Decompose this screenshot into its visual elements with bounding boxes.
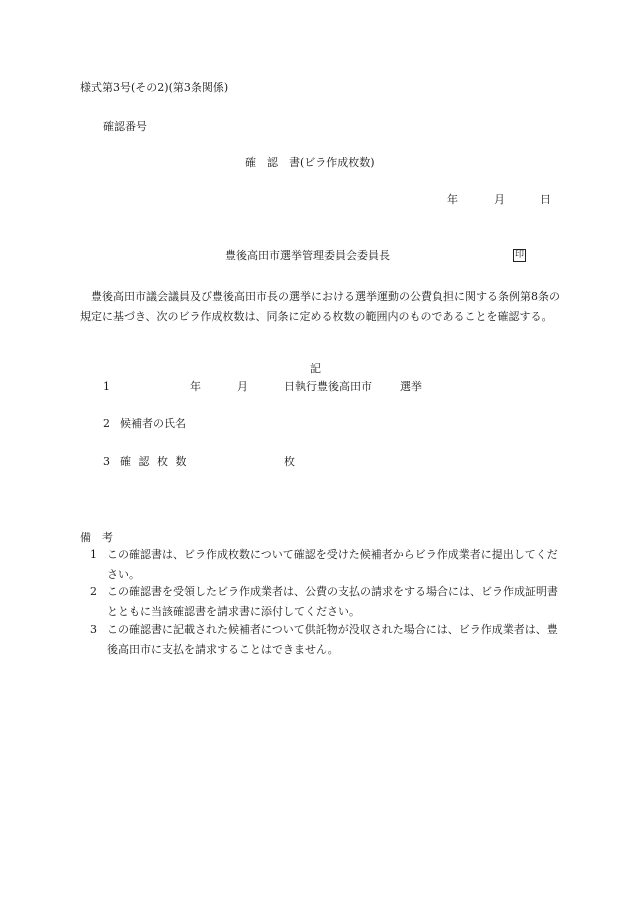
remark-number: 1: [90, 548, 97, 561]
ki-heading: 記: [310, 362, 321, 375]
item2-label: 候補者の氏名: [120, 417, 186, 430]
date-month: 月: [494, 193, 505, 206]
date-year: 年: [447, 193, 458, 206]
remark-text: この確認書を受領したビラ作成業者は、公費の支払の請求をする場合には、ビラ作成証明書とともに当該確認書を請求書に添付してください。: [107, 585, 558, 618]
date-day: 日: [540, 193, 551, 206]
form-number: 様式第3号(その2)(第3条関係): [80, 81, 229, 94]
remark-number: 3: [90, 623, 97, 636]
confirmation-number-label: 確認番号: [103, 120, 147, 133]
item1-month: 月: [237, 380, 248, 393]
item1-suffix: 選挙: [400, 380, 422, 393]
item1-text: 日執行豊後高田市: [284, 380, 372, 393]
seal-mark: 印: [514, 250, 524, 260]
issuer-name: 豊後高田市選挙管理委員会委員長: [225, 249, 390, 262]
item3-unit: 枚: [284, 455, 295, 468]
item1-year: 年: [190, 380, 201, 393]
item1-number: 1: [103, 380, 110, 393]
remark-number: 2: [90, 585, 97, 598]
remark-text: この確認書は、ビラ作成枚数について確認を受けた候補者からビラ作成業者に提出してください。: [107, 548, 558, 581]
item3-number: 3: [103, 455, 110, 468]
body-paragraph: 豊後高田市議会議員及び豊後高田市長の選挙における選挙運動の公費負担に関する条例第8条の規定に基づき、次のビラ作成枚数は、同条に定める枚数の範囲内のものであることを確認する。: [80, 290, 560, 323]
item2-number: 2: [103, 417, 110, 430]
item3-label: 確 認 枚 数: [120, 455, 189, 468]
remarks-heading: 備 考: [80, 531, 113, 544]
remark-text: この確認書に記載された候補者について供託物が没収された場合には、ビラ作成業者は、豊後高田市に支払を請求することはできません。: [107, 623, 558, 656]
document-title: 確 認 書(ビラ作成枚数): [245, 156, 375, 169]
